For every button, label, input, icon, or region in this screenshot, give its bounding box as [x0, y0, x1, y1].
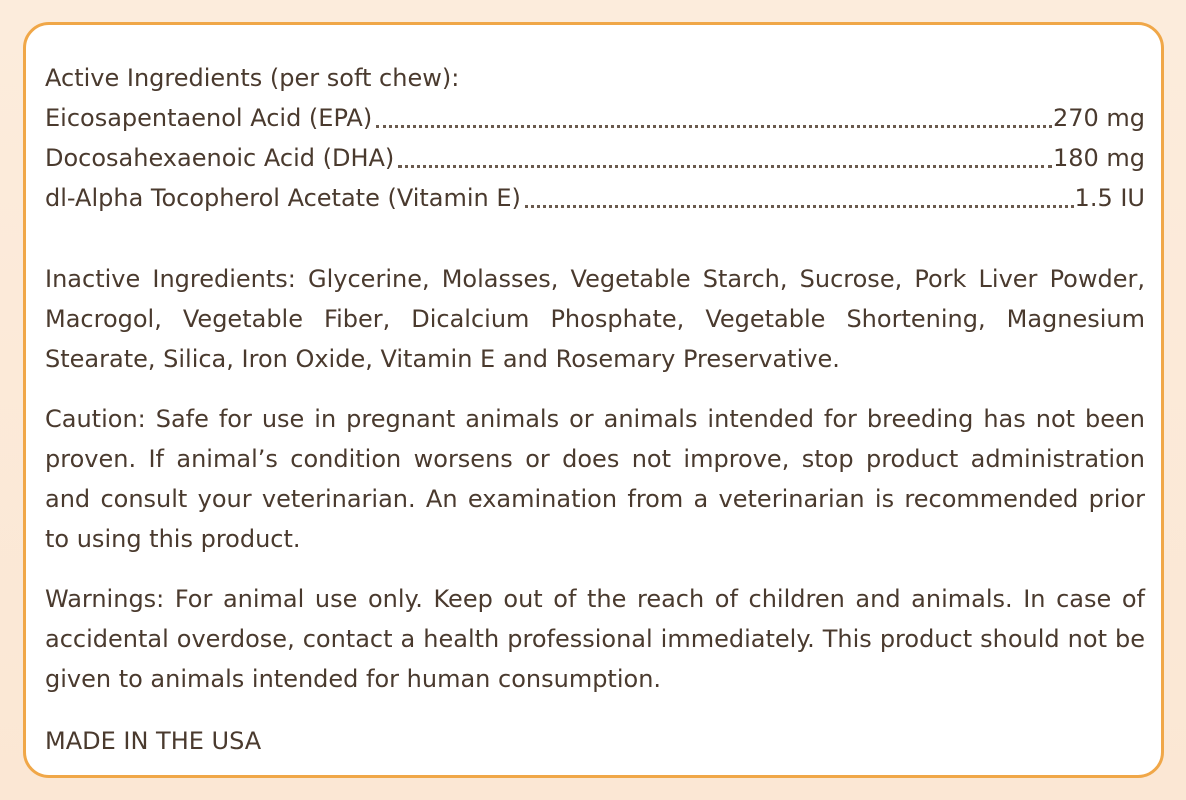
ingredient-row-dha [45, 138, 1145, 178]
caution-text: Caution: Safe for use in pregnant animals or animals intended for breeding has not been proven. If animal’s condition worsens or does not improve, stop product administration and consult your veterinarian. An examination from a veterinarian is recommended prior to using this product. [45, 405, 1145, 553]
ingredient-name: dl-Alpha Tocopherol Acetate (Vitamin E) [45, 184, 521, 212]
ingredient-name: Eicosapentaenol Acid (EPA) [45, 104, 373, 132]
label-content [45, 25, 1145, 761]
ingredient-amount: 180 mg [1052, 144, 1145, 172]
inactive-ingredients-text: Inactive Ingredients: Glycerine, Molasses, Vegetable Starch, Sucrose, Pork Liver Powder, Macrogol, Vegetable Fiber, Dicalcium Phosphate, Vegetable Shortening, Magnesium Stearate, Silica, Iron Oxide, Vitamin E and Rosemary Preservative. [45, 265, 1145, 373]
ingredient-amount: 1.5 IU [1074, 184, 1145, 212]
warnings-text: Warnings: For animal use only. Keep out of the reach of children and animals. In case of accidental overdose, contact a health professional immediately. This product should not be given to animals intended for human consumption. [45, 585, 1145, 693]
dot-leader [398, 165, 1052, 168]
ingredient-amount: 270 mg [1052, 104, 1145, 132]
label-panel [23, 22, 1164, 778]
origin-text: MADE IN THE USA [45, 727, 262, 755]
active-ingredients-heading: Active Ingredients (per soft chew): [45, 64, 460, 92]
dot-leader [376, 125, 1052, 128]
ingredient-row-epa [45, 98, 1145, 138]
ingredient-row-vitamin-e [45, 178, 1145, 218]
ingredient-name: Docosahexaenoic Acid (DHA) [45, 144, 395, 172]
dot-leader [525, 205, 1074, 208]
